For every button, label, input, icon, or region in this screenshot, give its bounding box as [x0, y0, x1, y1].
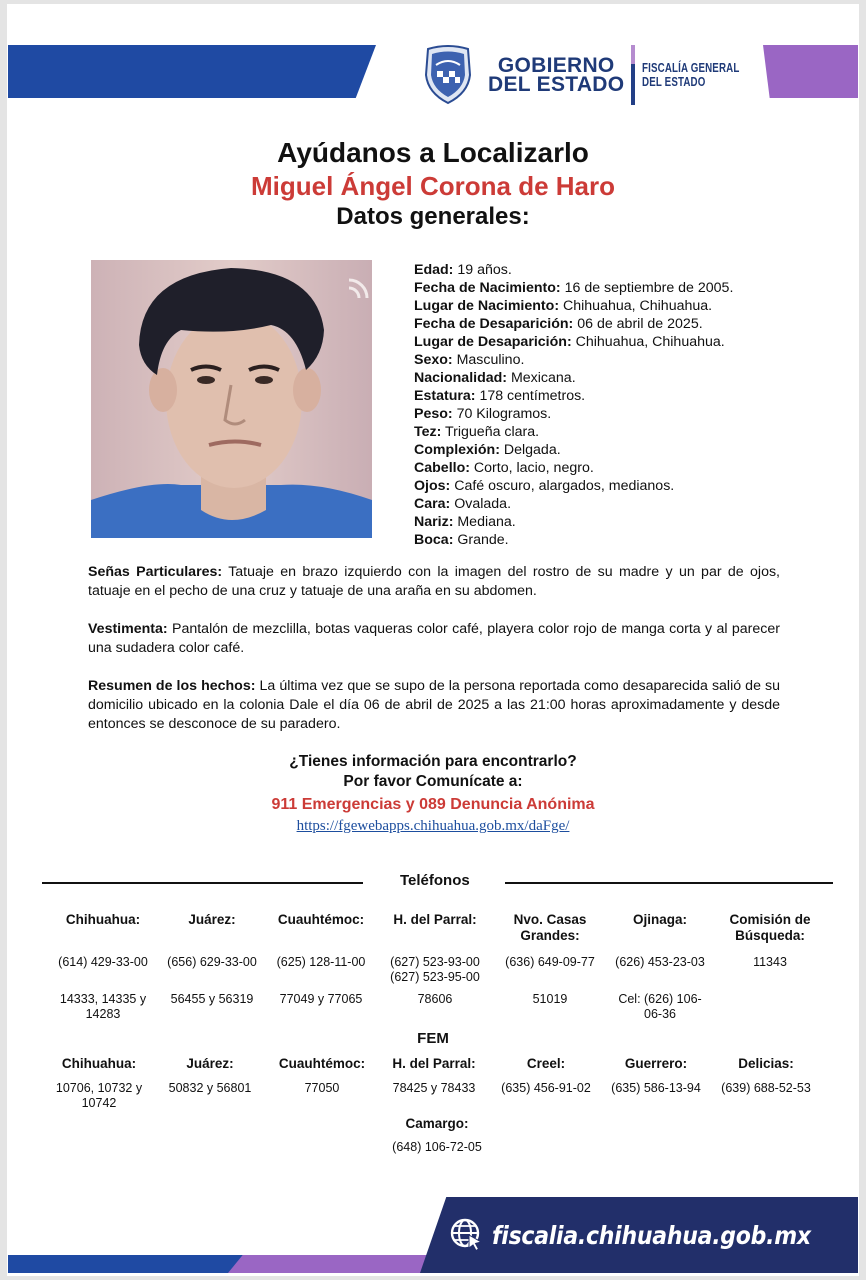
fact-label: Complexión:: [414, 442, 500, 458]
fact-label: Nariz:: [414, 514, 454, 530]
fiscalia-line1: FISCALÍA GENERAL: [642, 61, 740, 75]
extension: 78606: [417, 992, 453, 1006]
vestimenta-text: Pantalón de mezclilla, botas vaqueras color café, playera color rojo de manga corta y al parecer una sudadera color café.: [88, 621, 780, 656]
telefonos-heading: [42, 872, 833, 892]
fact-row: [414, 387, 733, 405]
fact-row: [414, 441, 733, 459]
gobierno-line1: GOBIERNO: [497, 54, 615, 77]
fact-value: Grande.: [453, 532, 509, 548]
phone-number: (639) 688-52-53: [721, 1081, 811, 1095]
info-question: ¿Tienes información para encontrarlo?: [289, 753, 577, 770]
fem-header-row: [44, 1056, 826, 1072]
fact-label: Tez:: [414, 424, 442, 440]
contact-prompt: Por favor Comunícate a:: [343, 773, 523, 790]
senas-text: Tatuaje en brazo izquierdo con la imagen del rostro de su madre y un par de ojos, tatuaje en el pecho de una cruz y tatuaje de una araña en su abdomen.: [88, 564, 780, 599]
phone-number: (627) 523-93-00 (627) 523-95-00: [390, 955, 480, 984]
fact-value: Mexicana.: [507, 370, 576, 386]
fact-row: [414, 315, 733, 333]
office-name: Juárez:: [186, 1056, 234, 1071]
extension: 50832 y 56801: [168, 1081, 252, 1095]
logo-divider: [631, 45, 635, 105]
extension: 78425 y 78433: [392, 1081, 476, 1095]
fact-value: Delgada.: [499, 442, 561, 458]
fem-camargo: [380, 1116, 494, 1132]
fem-value-row: [44, 1081, 826, 1111]
phone-number: (635) 456-91-02: [501, 1081, 591, 1095]
fact-row: [414, 477, 733, 495]
phone-number: 11343: [753, 955, 787, 969]
extension: 10706, 10732 y 10742: [55, 1081, 143, 1110]
fact-label: Lugar de Desaparición:: [414, 334, 572, 350]
fact-row: [414, 531, 733, 549]
globe-cursor-icon: [450, 1218, 484, 1252]
office-name: Camargo:: [405, 1116, 469, 1131]
office-name: Juárez:: [188, 912, 236, 927]
telefonos-header-row: [48, 912, 830, 944]
footer-website[interactable]: [450, 1218, 854, 1252]
fact-value: Chihuahua, Chihuahua.: [571, 334, 725, 350]
extension: 51019: [532, 992, 568, 1006]
extension: 77050: [304, 1081, 340, 1095]
fact-value: Corto, lacio, negro.: [469, 460, 594, 476]
fact-value: Mediana.: [453, 514, 516, 530]
clothing-description: [88, 620, 780, 658]
header-blue-bar: [8, 45, 376, 98]
header-purple-bar: [763, 45, 858, 98]
extension: 56455 y 56319: [170, 992, 254, 1006]
extension: 14333, 14335 y 14283: [59, 992, 147, 1021]
person-name: Miguel Ángel Corona de Haro: [250, 171, 616, 201]
phone-number: (614) 429-33-00: [58, 955, 148, 969]
fact-row: [414, 495, 733, 513]
distinguishing-marks: [88, 563, 780, 601]
fact-value: Masculino.: [452, 352, 525, 368]
office-name: Cuauhtémoc:: [277, 912, 365, 927]
state-shield-icon: [422, 45, 474, 105]
fact-value: Ovalada.: [450, 496, 512, 512]
fact-value: Café oscuro, alargados, medianos.: [450, 478, 675, 494]
fact-row: [414, 423, 733, 441]
phone-number: (648) 106-72-05: [392, 1140, 482, 1154]
fact-value: Trigueña clara.: [441, 424, 540, 440]
fact-value: 70 Kilogramos.: [452, 406, 552, 422]
telefonos-phone-row: [48, 955, 830, 985]
office-name: H. del Parral:: [392, 1056, 476, 1071]
office-name: Delicias:: [738, 1056, 794, 1071]
fact-row: [414, 351, 733, 369]
office-name: H. del Parral:: [393, 912, 477, 927]
general-data-list: [414, 261, 733, 549]
phone-number: (635) 586-13-94: [611, 1081, 701, 1095]
fact-row: [414, 297, 733, 315]
fact-value: 178 centímetros.: [475, 388, 586, 404]
office-name: Guerrero:: [624, 1056, 688, 1071]
phone-number: (656) 629-33-00: [167, 955, 257, 969]
extension: [714, 992, 826, 1022]
fact-value: 06 de abril de 2025.: [573, 316, 703, 332]
fem-camargo-phone: [380, 1140, 494, 1155]
fact-label: Cara:: [414, 496, 451, 512]
office-name: Chihuahua:: [65, 912, 141, 927]
fact-value: 19 años.: [453, 262, 512, 278]
fact-row: [414, 459, 733, 477]
resumen-label: Resumen de los hechos:: [88, 678, 256, 694]
report-link[interactable]: https://fgewebapps.chihuahua.gob.mx/daFge/: [296, 818, 570, 834]
contact-block: [0, 752, 866, 836]
fact-label: Estatura:: [414, 388, 476, 404]
telefonos-label: Teléfonos: [400, 872, 470, 889]
portrait-illustration: [91, 260, 372, 538]
extension: Cel: (626) 106-06-36: [618, 992, 702, 1021]
resumen-text: La última vez que se supo de la persona reportada como desaparecida salió de su domicilio ubicado en la colonia Dale el día 06 de abril de 2025 a las 21:00 horas aproximadamente y desde entonces se desconoce de su paradero.: [88, 678, 780, 732]
phone-number: (625) 128-11-00: [276, 955, 366, 969]
fem-heading: FEM: [417, 1030, 449, 1047]
fact-label: Boca:: [414, 532, 454, 548]
phone-number: (626) 453-23-03: [615, 955, 705, 969]
person-photo: [91, 260, 372, 538]
footer-purple-bar: [228, 1255, 438, 1273]
page-title: Ayúdanos a Localizarlo: [277, 137, 589, 168]
office-name: Cuauhtémoc:: [278, 1056, 366, 1071]
events-summary: [88, 677, 780, 734]
fact-label: Peso:: [414, 406, 453, 422]
office-name: Creel:: [526, 1056, 566, 1071]
fact-value: Chihuahua, Chihuahua.: [559, 298, 713, 314]
fact-row: [414, 369, 733, 387]
fact-label: Cabello:: [414, 460, 470, 476]
fact-row: [414, 513, 733, 531]
gobierno-line2: DEL ESTADO: [488, 73, 625, 96]
fact-label: Fecha de Nacimiento:: [414, 280, 561, 296]
government-logo: [422, 44, 767, 106]
fact-label: Nacionalidad:: [414, 370, 508, 386]
emergency-numbers: 911 Emergencias y 089 Denuncia Anónima: [271, 796, 595, 813]
fact-row: [414, 333, 733, 351]
fact-row: [414, 261, 733, 279]
fact-row: [414, 279, 733, 297]
office-name: Ojinaga:: [632, 912, 687, 927]
office-name: Chihuahua:: [61, 1056, 137, 1071]
fact-value: 16 de septiembre de 2005.: [560, 280, 734, 296]
fact-label: Lugar de Nacimiento:: [414, 298, 560, 314]
fact-label: Edad:: [414, 262, 454, 278]
telefonos-extension-row: [48, 992, 830, 1022]
divider-left: [42, 882, 363, 884]
office-name: Comisión de Búsqueda:: [729, 912, 811, 943]
office-name: Nvo. Casas Grandes:: [513, 912, 587, 943]
footer-blue-bar: [8, 1255, 243, 1273]
fact-label: Ojos:: [414, 478, 451, 494]
divider-right: [505, 882, 833, 884]
senas-label: Señas Particulares:: [88, 564, 223, 580]
title-block: [0, 136, 866, 232]
phone-number: (636) 649-09-77: [505, 955, 595, 969]
website-url: fiscalia.chihuahua.gob.mx: [492, 1220, 811, 1250]
vestimenta-label: Vestimenta:: [88, 621, 168, 637]
fiscalia-line2: DEL ESTADO: [642, 75, 706, 89]
extension: 77049 y 77065: [279, 992, 363, 1006]
section-subtitle: Datos generales:: [336, 203, 530, 230]
fact-label: Fecha de Desaparición:: [414, 316, 574, 332]
fact-label: Sexo:: [414, 352, 453, 368]
fiscalia-wordmark: [642, 61, 739, 89]
gobierno-wordmark: [488, 56, 624, 94]
fact-row: [414, 405, 733, 423]
